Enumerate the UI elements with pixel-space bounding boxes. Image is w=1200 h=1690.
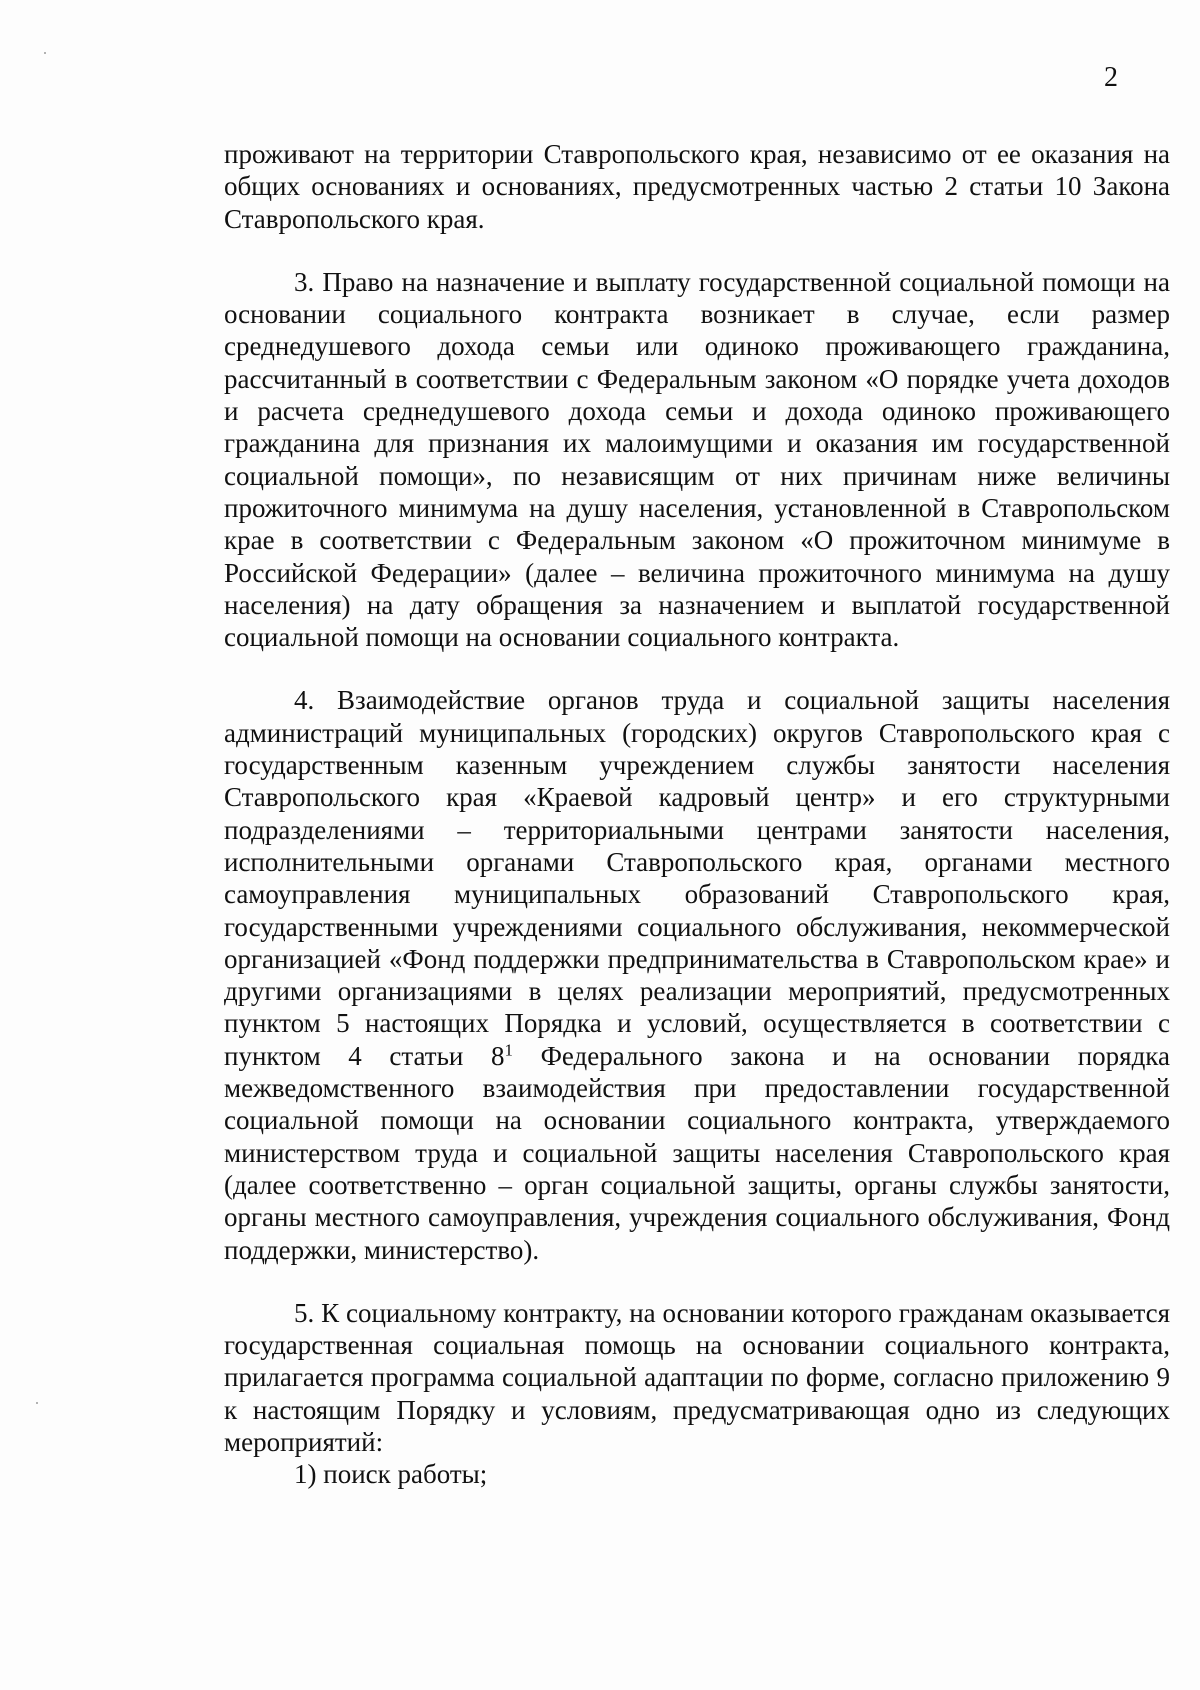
paragraph-continuation: проживают на территории Ставропольского края, независимо от ее оказания на общих основаниях и основаниях, предусмотренных частью 2 статьи 10 Закона Ставропольского края.: [224, 139, 1170, 234]
paragraph-4: [224, 684, 1170, 1265]
list-item: 1) поиск работы;: [294, 1459, 488, 1490]
superscript-mark: 1: [504, 1040, 513, 1060]
document-body: [224, 138, 1170, 1491]
paragraph-3: 3. Право на назначение и выплату государственной социальной помощи на основании социального контракта возникает в случае, если размер среднедушевого дохода семьи или одиноко проживающего гражданина, рассчитанный в соответствии с Федеральным законом «О порядке учета доходов и расчета среднедушевого дохода семьи и дохода одиноко проживающего гражданина для признания их малоимущими и оказания им государственной социальной помощи», по независящим от них причинам ниже величины прожиточного минимума на душу населения, установленной в Ставропольском крае в соответствии с Федеральным законом «О прожиточном минимуме в Российской Федерации» (далее – величина прожиточного минимума на душу населения) на дату обращения за назначением и выплатой государственной социальной помощи на основании социального контракта.: [224, 266, 1170, 653]
paragraph-4-text-after: Федерального закона и на основании порядка межведомственного взаимодействия при предоставлении государственной социальной помощи на основании социального контракта, утверждаемого министерством труда и социальной защиты населения Ставропольского края (далее соответственно – орган социальной защиты, органы службы занятости, органы местного самоуправления, учреждения социального обслуживания, Фонд поддержки, министерство).: [224, 1040, 1170, 1265]
page-number: 2: [1104, 62, 1118, 93]
paragraph-5: 5. К социальному контракту, на основании которого гражданам оказывается государственная социальная помощь на основании социального контракта, прилагается программа социальной адаптации по форме, согласно приложению 9 к настоящим Порядку и условиям, предусматривающая одно из следующих мероприятий:: [224, 1297, 1170, 1457]
scan-speck: [44, 52, 46, 54]
paragraph-4-text-before: 4. Взаимодействие органов труда и социальной защиты населения администраций муниципальных (городских) округов Ставропольского края с государственным казенным учреждением службы занятости населения Ставропольского края «Краевой кадровый центр» и его структурными подразделениями – территориальными центрами занятости населения, исполнительными органами Ставропольского края, органами местного самоуправления муниципальных образований Ставропольского края, государственными учреждениями социального обслуживания, некоммерческой организацией «Фонд поддержки предпринимательства в Ставропольском крае» и другими организациями в целях реализации мероприятий, предусмотренных пунктом 5 настоящих Порядка и условий, осуществляется в соответствии с пунктом 4 статьи 8: [224, 685, 1170, 1071]
scan-speck: [36, 1402, 38, 1404]
